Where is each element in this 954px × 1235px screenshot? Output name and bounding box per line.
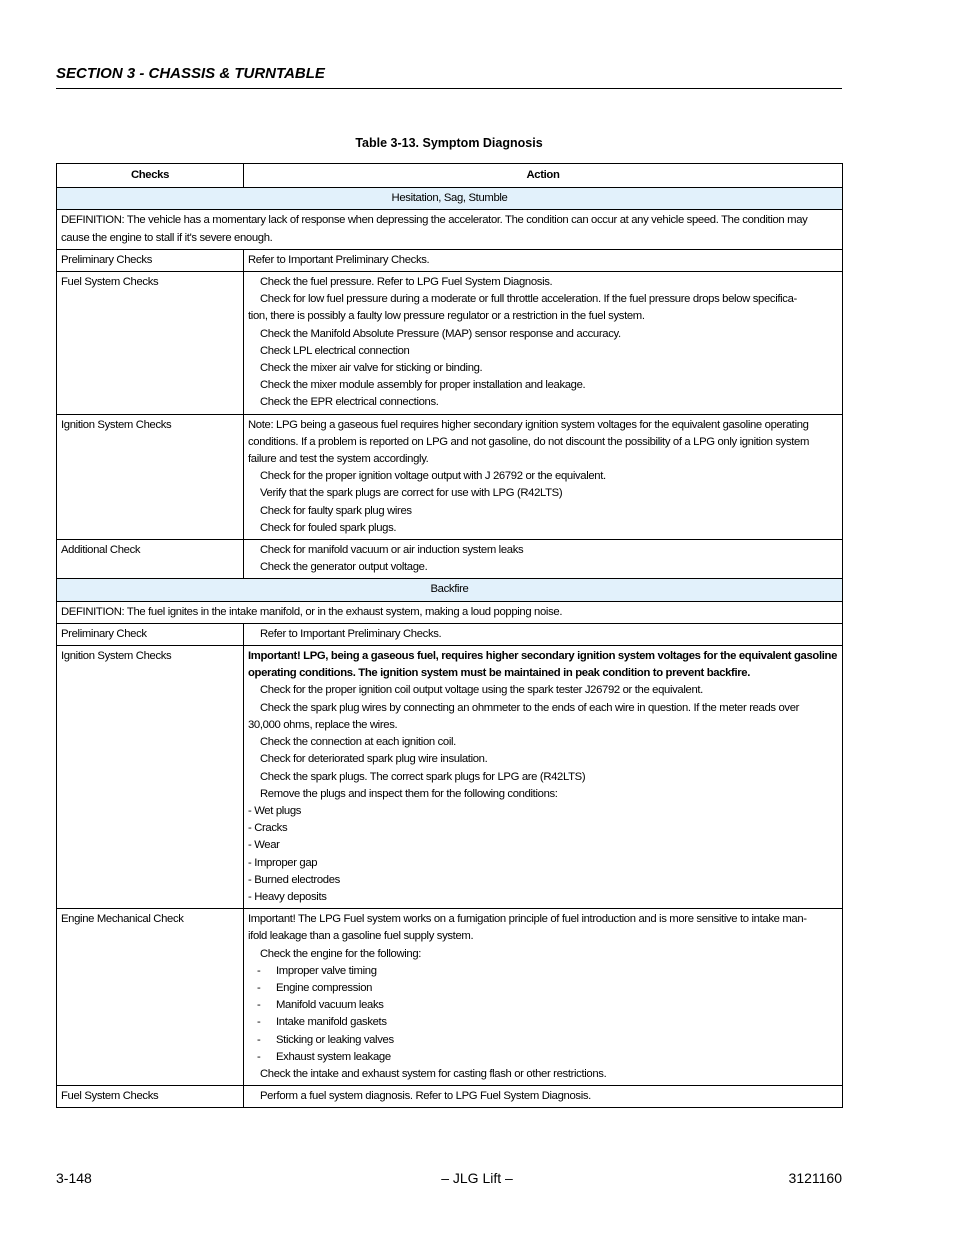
table-row [57, 414, 843, 539]
action-line: Check the mixer air valve for sticking or binding. [260, 362, 483, 375]
section-band: Backfire [57, 579, 843, 601]
page-number: 3-148 [56, 1170, 92, 1186]
dash-list-item [248, 1032, 838, 1049]
dash-list-item [248, 1014, 838, 1031]
dash-bullet: - [257, 964, 261, 977]
action-cell [244, 1086, 843, 1108]
dash-list-item [248, 997, 838, 1014]
check-name: Fuel System Checks [57, 1086, 244, 1108]
dash-list-item [248, 963, 838, 980]
action-line: Check for manifold vacuum or air induction system leaks [260, 544, 524, 557]
action-line: Remove the plugs and inspect them for the following conditions: [260, 787, 558, 800]
check-name: Preliminary Check [57, 623, 244, 645]
action-line: - Wear [248, 839, 280, 852]
action-line: - Wet plugs [248, 804, 302, 817]
action-line: Engine compression [276, 981, 373, 994]
action-cell [244, 249, 843, 271]
check-name: Ignition System Checks [57, 414, 244, 539]
table-row [57, 272, 843, 415]
check-name: Preliminary Checks [57, 249, 244, 271]
action-line: - Cracks [248, 822, 288, 835]
action-line: Check for fouled spark plugs. [260, 521, 397, 534]
action-cell [244, 414, 843, 539]
action-line: Check the intake and exhaust system for casting flash or other restrictions. [260, 1067, 607, 1080]
action-line: Check the Manifold Absolute Pressure (MAP) sensor response and accuracy. [260, 327, 621, 340]
table-row [57, 623, 843, 645]
action-line: Check LPL electrical connection [260, 344, 410, 357]
action-line: Refer to Important Preliminary Checks. [260, 627, 442, 640]
action-line: Check the engine for the following: [260, 947, 422, 960]
footer-publisher: – JLG Lift – [441, 1170, 513, 1186]
table-row [57, 249, 843, 271]
action-line: Check for deteriorated spark plug wire insulation. [260, 753, 488, 766]
action-line: - Improper gap [248, 856, 318, 869]
section-band: Hesitation, Sag, Stumble [57, 188, 843, 210]
symptom-diagnosis-table [56, 163, 843, 1108]
table-row [57, 909, 843, 1086]
action-line: Important! LPG, being a gaseous fuel, requires higher secondary ignition system voltages for the equivalent gasoline operating conditions. The ignition system must be maintained in peak condition to prevent backfire. [248, 650, 838, 680]
section-band-row [57, 579, 843, 601]
action-line: Check the generator output voltage. [260, 561, 428, 574]
action-line: Check the spark plug wires by connecting an ohmmeter to the ends of each wire in question. If the meter reads over [260, 701, 800, 714]
action-line: Verify that the spark plugs are correct for use with LPG (R42LTS) [260, 487, 563, 500]
action-line: Refer to Important Preliminary Checks. [248, 253, 430, 266]
action-line: Check the connection at each ignition coil. [260, 736, 456, 749]
table-row [57, 1086, 843, 1108]
document-number: 3121160 [788, 1170, 842, 1186]
section-band-row [57, 188, 843, 210]
check-name: Ignition System Checks [57, 646, 244, 909]
action-line: Intake manifold gaskets [276, 1016, 387, 1029]
dash-bullet: - [257, 1050, 261, 1063]
action-cell [244, 646, 843, 909]
table-title: Table 3-13. Symptom Diagnosis [355, 136, 543, 150]
dash-bullet: - [257, 999, 261, 1012]
action-line: Sticking or leaking valves [276, 1033, 394, 1046]
action-line: Improper valve timing [276, 964, 377, 977]
definition-text: DEFINITION: The vehicle has a momentary lack of response when depressing the accelerator. The condition can occur at any vehicle speed. The condition may cause the engine to stall if it's severe enough. [57, 210, 843, 249]
dash-bullet: - [257, 1033, 261, 1046]
action-line: Check the mixer module assembly for proper installation and leakage. [260, 379, 586, 392]
action-cell [244, 540, 843, 579]
action-cell [244, 623, 843, 645]
definition-row [57, 210, 843, 249]
table-header-row [57, 164, 843, 188]
action-line: Important! The LPG Fuel system works on a fumigation principle of fuel introduction and is more sensitive to intake man- [248, 913, 807, 926]
col-header-action: Action [244, 164, 843, 188]
dash-bullet: - [257, 981, 261, 994]
action-line: Check for low fuel pressure during a moderate or full throttle acceleration. If the fuel pressure drops below specifica- [260, 293, 797, 306]
action-line: Check the spark plugs. The correct spark plugs for LPG are (R42LTS) [260, 770, 586, 783]
check-name: Engine Mechanical Check [57, 909, 244, 1086]
col-header-checks: Checks [57, 164, 244, 188]
action-line: Check the EPR electrical connections. [260, 396, 439, 409]
dash-bullet: - [257, 1016, 261, 1029]
action-line: Check the fuel pressure. Refer to LPG Fuel System Diagnosis. [260, 276, 553, 289]
table-body [57, 188, 843, 1108]
dash-list-item [248, 1049, 838, 1066]
action-line: tion, there is possibly a faulty low pressure regulator or a restriction in the fuel system. [248, 310, 645, 323]
action-line: - Burned electrodes [248, 873, 340, 886]
action-line: Check for the proper ignition coil output voltage using the spark tester J26792 or the equivalent. [260, 684, 703, 697]
action-line: Manifold vacuum leaks [276, 999, 384, 1012]
check-name: Fuel System Checks [57, 272, 244, 415]
action-line: Note: LPG being a gaseous fuel requires higher secondary ignition system voltages for the equivalent gasoline operating conditions. If a problem is reported on LPG and not gasoline, do not discount the possibility of a LPG only ignition system failure and test the system accordingly. [248, 418, 810, 466]
definition-row [57, 601, 843, 623]
action-cell [244, 909, 843, 1086]
table-row [57, 540, 843, 579]
action-line: ifold leakage than a gasoline fuel supply system. [248, 930, 474, 943]
check-name: Additional Check [57, 540, 244, 579]
dash-list-item [248, 980, 838, 997]
section-header: SECTION 3 - CHASSIS & TURNTABLE [56, 65, 842, 89]
definition-text: DEFINITION: The fuel ignites in the intake manifold, or in the exhaust system, making a loud popping noise. [57, 601, 843, 623]
action-line: Exhaust system leakage [276, 1050, 391, 1063]
action-cell [244, 272, 843, 415]
action-line: - Heavy deposits [248, 890, 327, 903]
action-line: 30,000 ohms, replace the wires. [248, 718, 398, 731]
action-line: Check for the proper ignition voltage output with J 26792 or the equivalent. [260, 470, 606, 483]
action-line: Check for faulty spark plug wires [260, 504, 412, 517]
action-line: Perform a fuel system diagnosis. Refer to LPG Fuel System Diagnosis. [260, 1090, 591, 1103]
table-row [57, 646, 843, 909]
